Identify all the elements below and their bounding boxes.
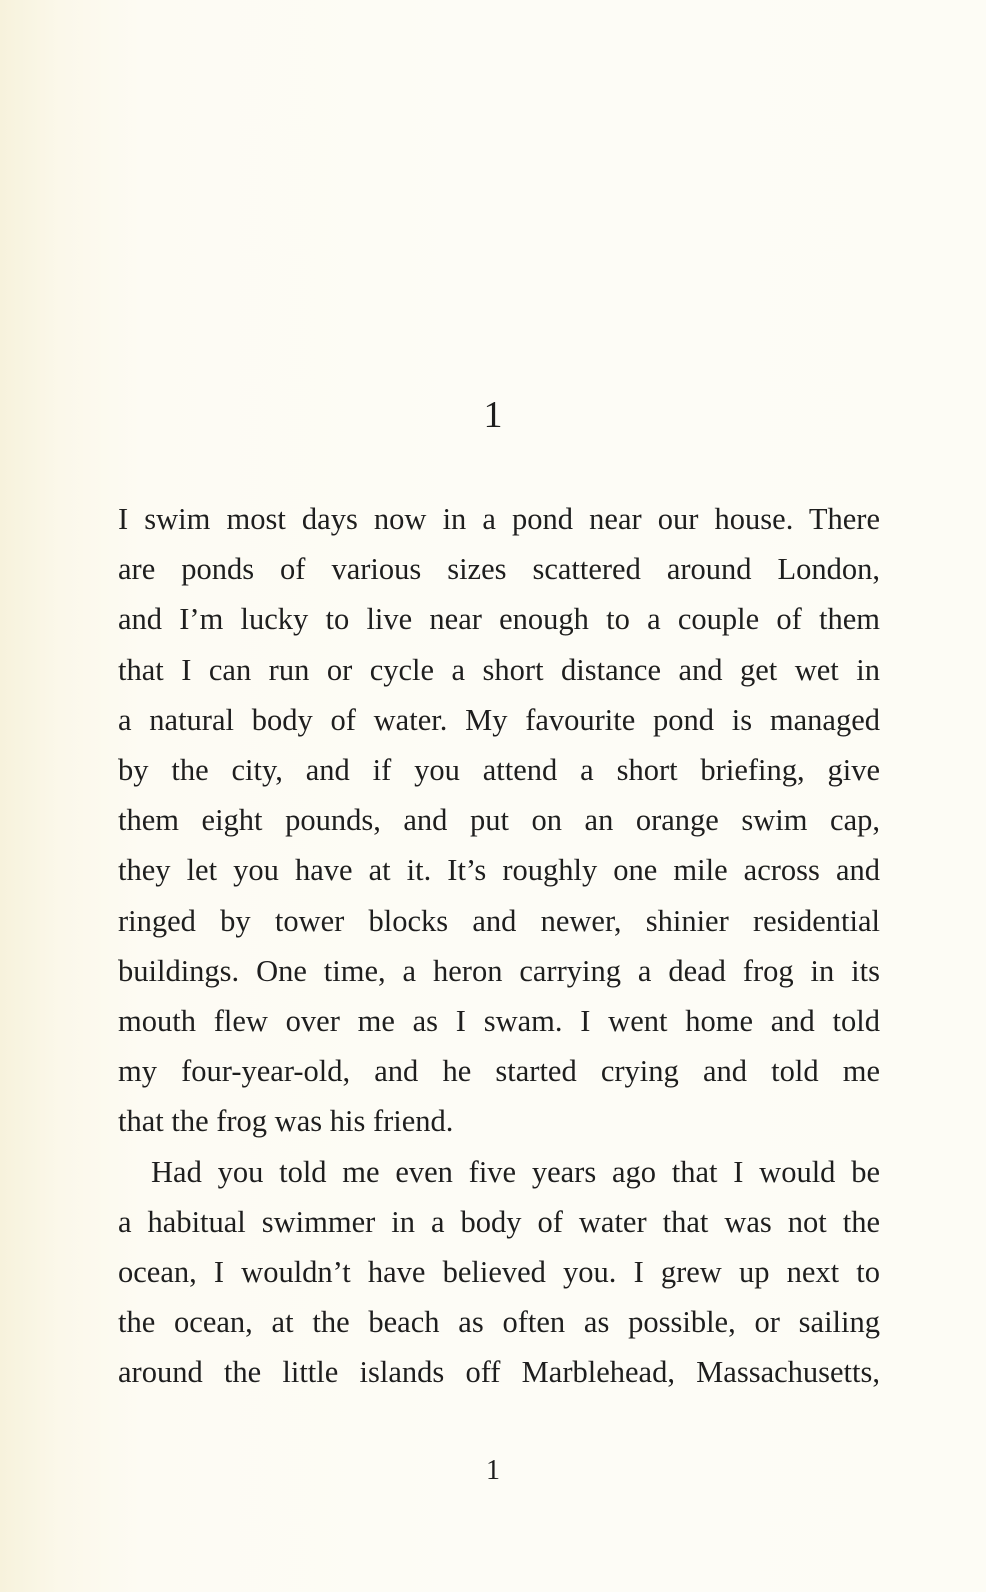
page-number: 1 <box>486 1455 500 1486</box>
text-line: that I can run or cycle a short distance and get wet in <box>118 652 880 687</box>
text-line: and I’m lucky to live near enough to a couple of them <box>118 602 880 637</box>
text-line: by the city, and if you attend a short briefing, give <box>118 753 880 788</box>
text-line: I swim most days now in a pond near our house. There <box>118 502 880 536</box>
text-line: them eight pounds, and put on an orange swim cap, <box>118 803 880 838</box>
text-line: are ponds of various sizes scattered around London, <box>118 552 880 587</box>
paragraph-1 <box>118 494 880 1147</box>
text-line: they let you have at it. It’s roughly one mile across and <box>118 853 880 888</box>
body-text <box>118 494 880 1398</box>
text-line: mouth flew over me as I swam. I went home and told <box>118 1004 880 1039</box>
text-line: the ocean, at the beach as often as possible, or sailing <box>118 1305 880 1340</box>
text-line: buildings. One time, a heron carrying a dead frog in its <box>118 953 880 988</box>
chapter-number: 1 <box>483 394 503 436</box>
text-line: Had you told me even five years ago that I would be <box>151 1154 880 1189</box>
text-line: ringed by tower blocks and newer, shinier residential <box>118 903 880 938</box>
text-line: a habitual swimmer in a body of water that was not the <box>118 1204 880 1239</box>
text-line: a natural body of water. My favourite pond is managed <box>118 702 880 737</box>
text-line: around the little islands off Marblehead, Massachusetts, <box>118 1355 880 1390</box>
text-line: my four-year-old, and he started crying and told me <box>118 1054 880 1089</box>
paragraph-2 <box>118 1147 880 1398</box>
text-line: ocean, I wouldn’t have believed you. I grew up next to <box>118 1255 880 1290</box>
text-line: that the frog was his friend. <box>118 1104 454 1139</box>
